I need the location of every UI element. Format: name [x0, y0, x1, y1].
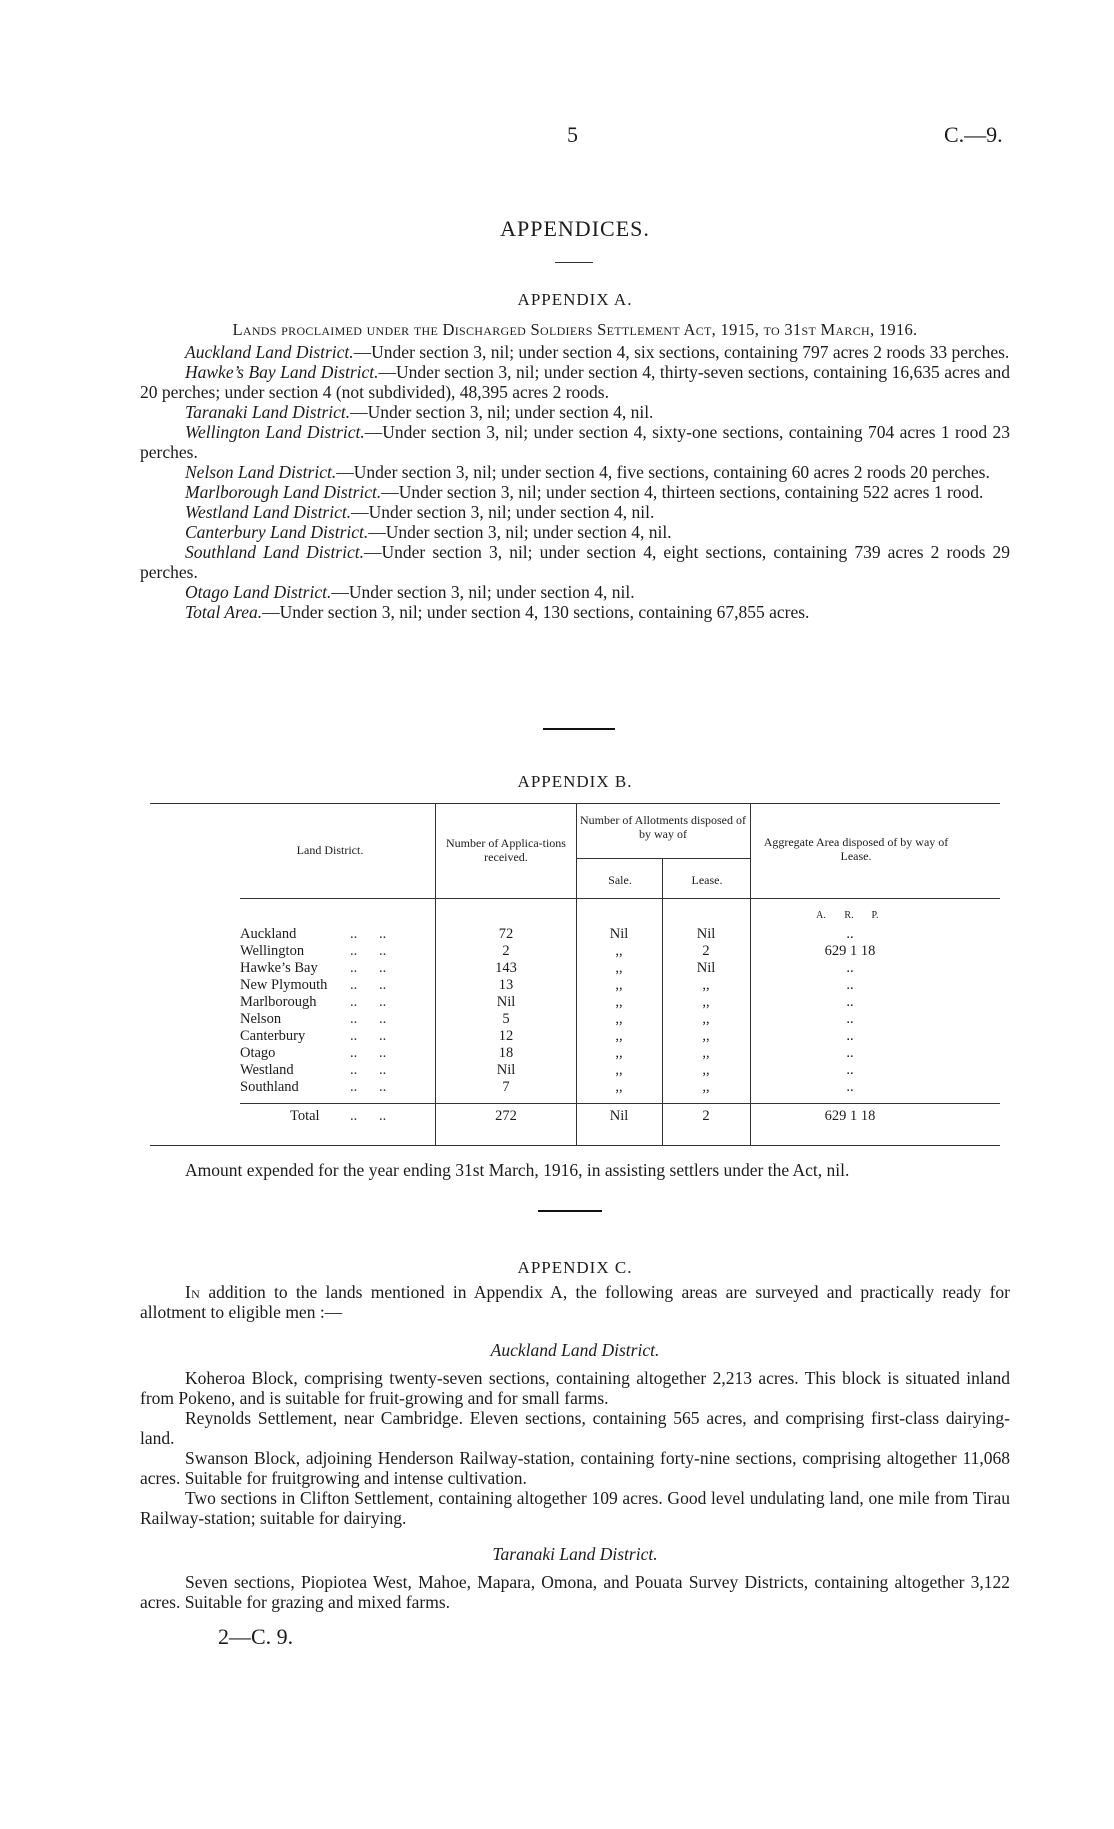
cell-area: .. — [846, 1028, 854, 1044]
auckland-list — [140, 1368, 1010, 1528]
table-row — [150, 960, 1000, 977]
appendix-b-note: Amount expended for the year ending 31st March, 1916, in assisting settlers under the Act, nil. — [185, 1160, 850, 1180]
cell-sale: ,, — [615, 1079, 623, 1095]
cell-applications: 7 — [502, 1079, 510, 1095]
cell-lease: ,, — [702, 977, 710, 993]
table-row — [150, 1062, 1000, 1079]
cell-applications: Nil — [496, 994, 516, 1010]
leader-dots: .. .. — [350, 977, 387, 993]
leader-dots: .. .. — [350, 960, 387, 976]
entry-otago: Otago Land District.—Under section 3, nil; under section 4, nil. — [185, 582, 635, 602]
cell-sale: ,, — [615, 960, 623, 976]
entry-nelson: Nelson Land District.—Under section 3, nil; under section 4, five sections, containing 60 acres 2 roods 20 perches. — [185, 462, 990, 482]
cell-applications: Nil — [496, 1062, 516, 1078]
cell-applications: 2 — [502, 943, 510, 959]
table-row — [150, 926, 1000, 943]
col-header-area: Aggregate Area disposed of by way of Lease. — [763, 835, 949, 863]
total-sale: Nil — [609, 1108, 629, 1124]
cell-applications: 13 — [498, 977, 514, 993]
table-row — [150, 994, 1000, 1011]
cell-sale: Nil — [609, 926, 629, 942]
cell-district: Hawke’s Bay — [240, 960, 318, 976]
section-divider — [538, 1210, 602, 1212]
leader-dots: .. .. — [350, 994, 387, 1010]
col-header-district: Land District. — [296, 843, 364, 857]
cell-lease: ,, — [702, 1079, 710, 1095]
appendix-c-intro: In addition to the lands mentioned in Appendix A, the following areas are surveyed and practically ready for allotment to eligible men :— — [140, 1282, 1010, 1322]
entry-canterbury: Canterbury Land District.—Under section 3, nil; under section 4, nil. — [185, 522, 672, 542]
cell-applications: 5 — [502, 1011, 510, 1027]
total-row — [150, 1108, 1000, 1125]
table-row — [150, 1011, 1000, 1028]
cell-district: Nelson — [240, 1011, 282, 1027]
entry-auckland: Auckland Land District.—Under section 3, nil; under section 4, six sections, containing 797 acres 2 roods 33 perches. — [185, 342, 1010, 362]
cell-district: New Plymouth — [240, 977, 328, 993]
auckland-item: Koheroa Block, comprising twenty-seven sections, containing altogether 2,213 acres. This block is situated inland from Pokeno, and is suitable for fruit-growing and for small farms. — [140, 1368, 1010, 1408]
cell-sale: ,, — [615, 1062, 623, 1078]
cell-applications: 72 — [498, 926, 514, 942]
entry-marlborough: Marlborough Land District.—Under section 3, nil; under section 4, thirteen sections, containing 522 acres 1 rood. — [185, 482, 984, 502]
cell-area: .. — [846, 1062, 854, 1078]
total-rule — [240, 1103, 1000, 1104]
cell-district: Southland — [240, 1079, 299, 1095]
cell-area: .. — [846, 977, 854, 993]
table-bottom-rule — [150, 1145, 1000, 1146]
taranaki-heading: Taranaki Land District. — [492, 1544, 658, 1564]
col-header-lease: Lease. — [691, 873, 723, 887]
table-row — [150, 1079, 1000, 1096]
page-number: 5 — [567, 122, 578, 147]
cell-area: .. — [846, 960, 854, 976]
entry-wellington: Wellington Land District.—Under section 3, nil; under section 4, sixty-one sections, containing 704 acres 1 rood 23 perches. — [140, 422, 1010, 462]
total-area: 629 1 18 — [824, 1108, 876, 1124]
leader-dots: .. .. — [350, 1062, 387, 1078]
auckland-heading: Auckland Land District. — [490, 1340, 660, 1360]
cell-area: .. — [846, 994, 854, 1010]
col-header-applications: Number of Applica-tions received. — [446, 836, 566, 864]
cell-applications: 143 — [495, 960, 517, 976]
page-title: APPENDICES. — [500, 216, 650, 241]
appendix-b-heading: APPENDIX B. — [517, 772, 633, 791]
entry-hawkes-bay: Hawke’s Bay Land District.—Under section 3, nil; under section 4, thirty-seven sections, containing 16,635 acres and 20 perches; under section 4 (not subdivided), 48,395 acres 2 roods. — [140, 362, 1010, 402]
cell-sale: ,, — [615, 1045, 623, 1061]
cell-district: Westland — [240, 1062, 294, 1078]
table-row — [150, 1028, 1000, 1045]
unit-acres: A. — [816, 910, 826, 921]
entry-southland: Southland Land District.—Under section 3, nil; under section 4, eight sections, containing 739 acres 2 roods 29 perches. — [140, 542, 1011, 582]
cell-lease: Nil — [696, 926, 716, 942]
leader-dots: .. .. — [350, 1011, 387, 1027]
taranaki-list — [140, 1572, 1010, 1612]
table-row — [150, 1045, 1000, 1062]
cell-lease: ,, — [702, 1045, 710, 1061]
cell-area: .. — [846, 1011, 854, 1027]
cell-lease: 2 — [702, 943, 710, 959]
cell-district: Otago — [240, 1045, 276, 1061]
table-row — [150, 943, 1000, 960]
appendix-a-heading: APPENDIX A. — [517, 290, 633, 309]
appendix-c-heading: APPENDIX C. — [517, 1258, 633, 1277]
cell-lease: ,, — [702, 1028, 710, 1044]
leader-dots: .. .. — [350, 926, 387, 942]
subheader-rule — [576, 858, 750, 859]
cell-lease: Nil — [696, 960, 716, 976]
appendix-a-list — [140, 342, 1010, 622]
auckland-item: Reynolds Settlement, near Cambridge. Eleven sections, containing 565 acres, and comprising first-class dairying-land. — [140, 1408, 1010, 1448]
appendix-b-table — [150, 803, 1000, 1148]
cell-sale: ,, — [615, 1011, 623, 1027]
leader-dots: .. .. — [350, 943, 387, 959]
auckland-item: Swanson Block, adjoining Henderson Railway-station, containing forty-nine sections, comprising altogether 11,068 acres. Suitable for fruitgrowing and intense cultivation. — [140, 1448, 1010, 1488]
cell-lease: ,, — [702, 994, 710, 1010]
cell-area: .. — [846, 1045, 854, 1061]
total-label: Total — [290, 1108, 320, 1124]
cell-district: Canterbury — [240, 1028, 306, 1044]
table-row — [150, 977, 1000, 994]
header-bottom-rule — [240, 898, 1000, 899]
cell-area: .. — [846, 1079, 854, 1095]
cell-applications: 18 — [498, 1045, 514, 1061]
cell-lease: ,, — [702, 1011, 710, 1027]
total-lease: 2 — [702, 1108, 710, 1124]
cell-sale: ,, — [615, 943, 623, 959]
cell-district: Marlborough — [240, 994, 317, 1010]
unit-perches: P. — [871, 910, 879, 921]
appendix-a-caption: Lands proclaimed under the Discharged Soldiers Settlement Act, 1915, to 31st March, 1916. — [232, 320, 918, 339]
cell-district: Wellington — [240, 943, 305, 959]
title-rule — [555, 262, 593, 263]
col-header-allotments: Number of Allotments disposed of by way of — [580, 813, 746, 841]
entry-total-area: Total Area.—Under section 3, nil; under section 4, 130 sections, containing 67,855 acres. — [185, 602, 810, 622]
leader-dots: .. .. — [350, 1028, 387, 1044]
cell-applications: 12 — [498, 1028, 514, 1044]
cell-sale: ,, — [615, 1028, 623, 1044]
leader-dots: .. .. — [350, 1108, 387, 1124]
entry-westland: Westland Land District.—Under section 3, nil; under section 4, nil. — [185, 502, 655, 522]
entry-taranaki: Taranaki Land District.—Under section 3, nil; under section 4, nil. — [185, 402, 654, 422]
col-header-sale: Sale. — [608, 873, 632, 887]
cell-area: 629 1 18 — [824, 943, 876, 959]
taranaki-item: Seven sections, Piopiotea West, Mahoe, Mapara, Omona, and Pouata Survey Districts, containing altogether 3,122 acres. Suitable for grazing and mixed farms. — [140, 1572, 1010, 1612]
leader-dots: .. .. — [350, 1045, 387, 1061]
cell-district: Auckland — [240, 926, 297, 942]
cell-sale: ,, — [615, 994, 623, 1010]
signature-mark: 2—C. 9. — [218, 1624, 294, 1649]
section-divider — [543, 728, 615, 730]
table-top-rule — [150, 803, 1000, 804]
total-applications: 272 — [495, 1108, 517, 1124]
cell-sale: ,, — [615, 977, 623, 993]
document-code: C.—9. — [944, 122, 1003, 147]
auckland-item: Two sections in Clifton Settlement, containing altogether 109 acres. Good level undulating land, one mile from Tirau Railway-station; suitable for dairying. — [140, 1488, 1010, 1528]
leader-dots: .. .. — [350, 1079, 387, 1095]
cell-area: .. — [846, 926, 854, 942]
cell-lease: ,, — [702, 1062, 710, 1078]
unit-roods: R. — [844, 910, 854, 921]
